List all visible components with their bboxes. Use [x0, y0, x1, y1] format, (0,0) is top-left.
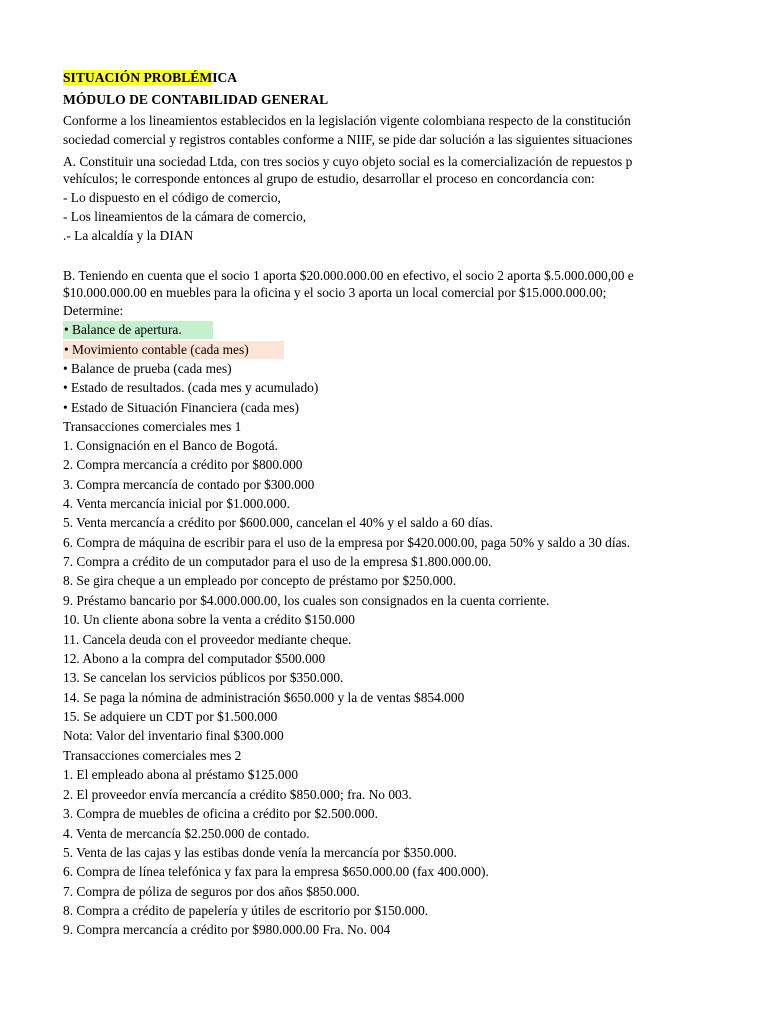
section-b-line: Determine: — [63, 303, 124, 318]
section-a-line: - Los lineamientos de la cámara de comercio, — [63, 209, 307, 224]
mes1-item: 15. Se adquiere un CDT por $1.500.000 — [63, 709, 278, 724]
mes1-item: 14. Se paga la nómina de administración $650.000 y la de ventas $854.000 — [63, 690, 465, 705]
mes1-item: 2. Compra mercancía a crédito por $800.000 — [63, 457, 303, 472]
determine-item: • Balance de prueba (cada mes) — [63, 361, 232, 376]
title-rest: ICA — [212, 70, 238, 85]
mes1-item: 9. Préstamo bancario por $4.000.000.00, los cuales son consignados en la cuenta corriente. — [63, 593, 550, 608]
mes1-note: Nota: Valor del inventario final $300.000 — [63, 728, 284, 743]
intro-line: sociedad comercial y registros contables conforme a NIIF, se pide dar solución a las siguientes situaciones — [63, 132, 633, 147]
determine-item-balance-apertura — [63, 321, 213, 339]
title-highlight: SITUACIÓN PROBLÉM — [63, 70, 213, 85]
determine-item: • Estado de Situación Financiera (cada mes) — [63, 400, 299, 415]
section-a-line: vehículos; le corresponde entonces al grupo de estudio, desarrollar el proceso en concordancia con: — [63, 171, 595, 186]
mes1-item: 12. Abono a la compra del computador $500.000 — [63, 651, 326, 666]
mes1-item: 6. Compra de máquina de escribir para el uso de la empresa por $420.000.00, paga 50% y saldo a 30 días. — [63, 535, 631, 550]
highlight-orange: • Movimiento contable (cada mes) — [63, 341, 284, 359]
section-b-line: B. Teniendo en cuenta que el socio 1 aporta $20.000.000.00 en efectivo, el socio 2 aporta $.5.000.000,00 e — [63, 268, 634, 283]
mes1-item: 5. Venta mercancía a crédito por $600.000, cancelan el 40% y el saldo a 60 días. — [63, 515, 493, 530]
mes1-item: 3. Compra mercancía de contado por $300.000 — [63, 477, 315, 492]
mes1-item: 8. Se gira cheque a un empleado por concepto de préstamo por $250.000. — [63, 573, 457, 588]
document-title — [63, 69, 237, 87]
mes2-item: 7. Compra de póliza de seguros por dos años $850.000. — [63, 884, 360, 899]
mes2-item: 6. Compra de línea telefónica y fax para la empresa $650.000.00 (fax 400.000). — [63, 864, 489, 879]
mes1-heading: Transacciones comerciales mes 1 — [63, 419, 242, 434]
intro-line: Conforme a los lineamientos establecidos en la legislación vigente colombiana respecto de la constitución — [63, 113, 631, 128]
mes1-item: 10. Un cliente abona sobre la venta a crédito $150.000 — [63, 612, 355, 627]
mes2-heading: Transacciones comerciales mes 2 — [63, 748, 242, 763]
section-a-line: - Lo dispuesto en el código de comercio, — [63, 190, 281, 205]
determine-item: • Estado de resultados. (cada mes y acumulado) — [63, 380, 319, 395]
mes2-item: 2. El proveedor envía mercancía a crédito $850.000; fra. No 003. — [63, 787, 412, 802]
determine-item-movimiento — [63, 341, 284, 359]
mes1-item: 7. Compra a crédito de un computador para el uso de la empresa $1.800.000.00. — [63, 554, 492, 569]
highlight-green: • Balance de apertura. — [63, 321, 213, 339]
mes2-item: 3. Compra de muebles de oficina a crédito por $2.500.000. — [63, 806, 378, 821]
section-a-line: .- La alcaldía y la DIAN — [63, 228, 194, 243]
document-subtitle: MÓDULO DE CONTABILIDAD GENERAL — [63, 92, 329, 107]
mes2-item: 8. Compra a crédito de papelería y útiles de escritorio por $150.000. — [63, 903, 429, 918]
mes1-item: 4. Venta mercancía inicial por $1.000.000. — [63, 496, 290, 511]
mes1-item: 1. Consignación en el Banco de Bogotá. — [63, 438, 278, 453]
mes2-item: 9. Compra mercancía a crédito por $980.000.00 Fra. No. 004 — [63, 922, 391, 937]
mes2-item: 4. Venta de mercancía $2.250.000 de contado. — [63, 826, 310, 841]
mes1-item: 11. Cancela deuda con el proveedor mediante cheque. — [63, 632, 352, 647]
mes1-item: 13. Se cancelan los servicios públicos por $350.000. — [63, 670, 344, 685]
mes2-item: 5. Venta de las cajas y las estibas donde venía la mercancía por $350.000. — [63, 845, 457, 860]
section-b-line: $10.000.000.00 en muebles para la oficina y el socio 3 aporta un local comercial por $15.000.000.00; — [63, 285, 607, 300]
mes2-item: 1. El empleado abona al préstamo $125.000 — [63, 767, 299, 782]
section-a-line: A. Constituir una sociedad Ltda, con tres socios y cuyo objeto social es la comercialización de repuestos p — [63, 154, 633, 169]
